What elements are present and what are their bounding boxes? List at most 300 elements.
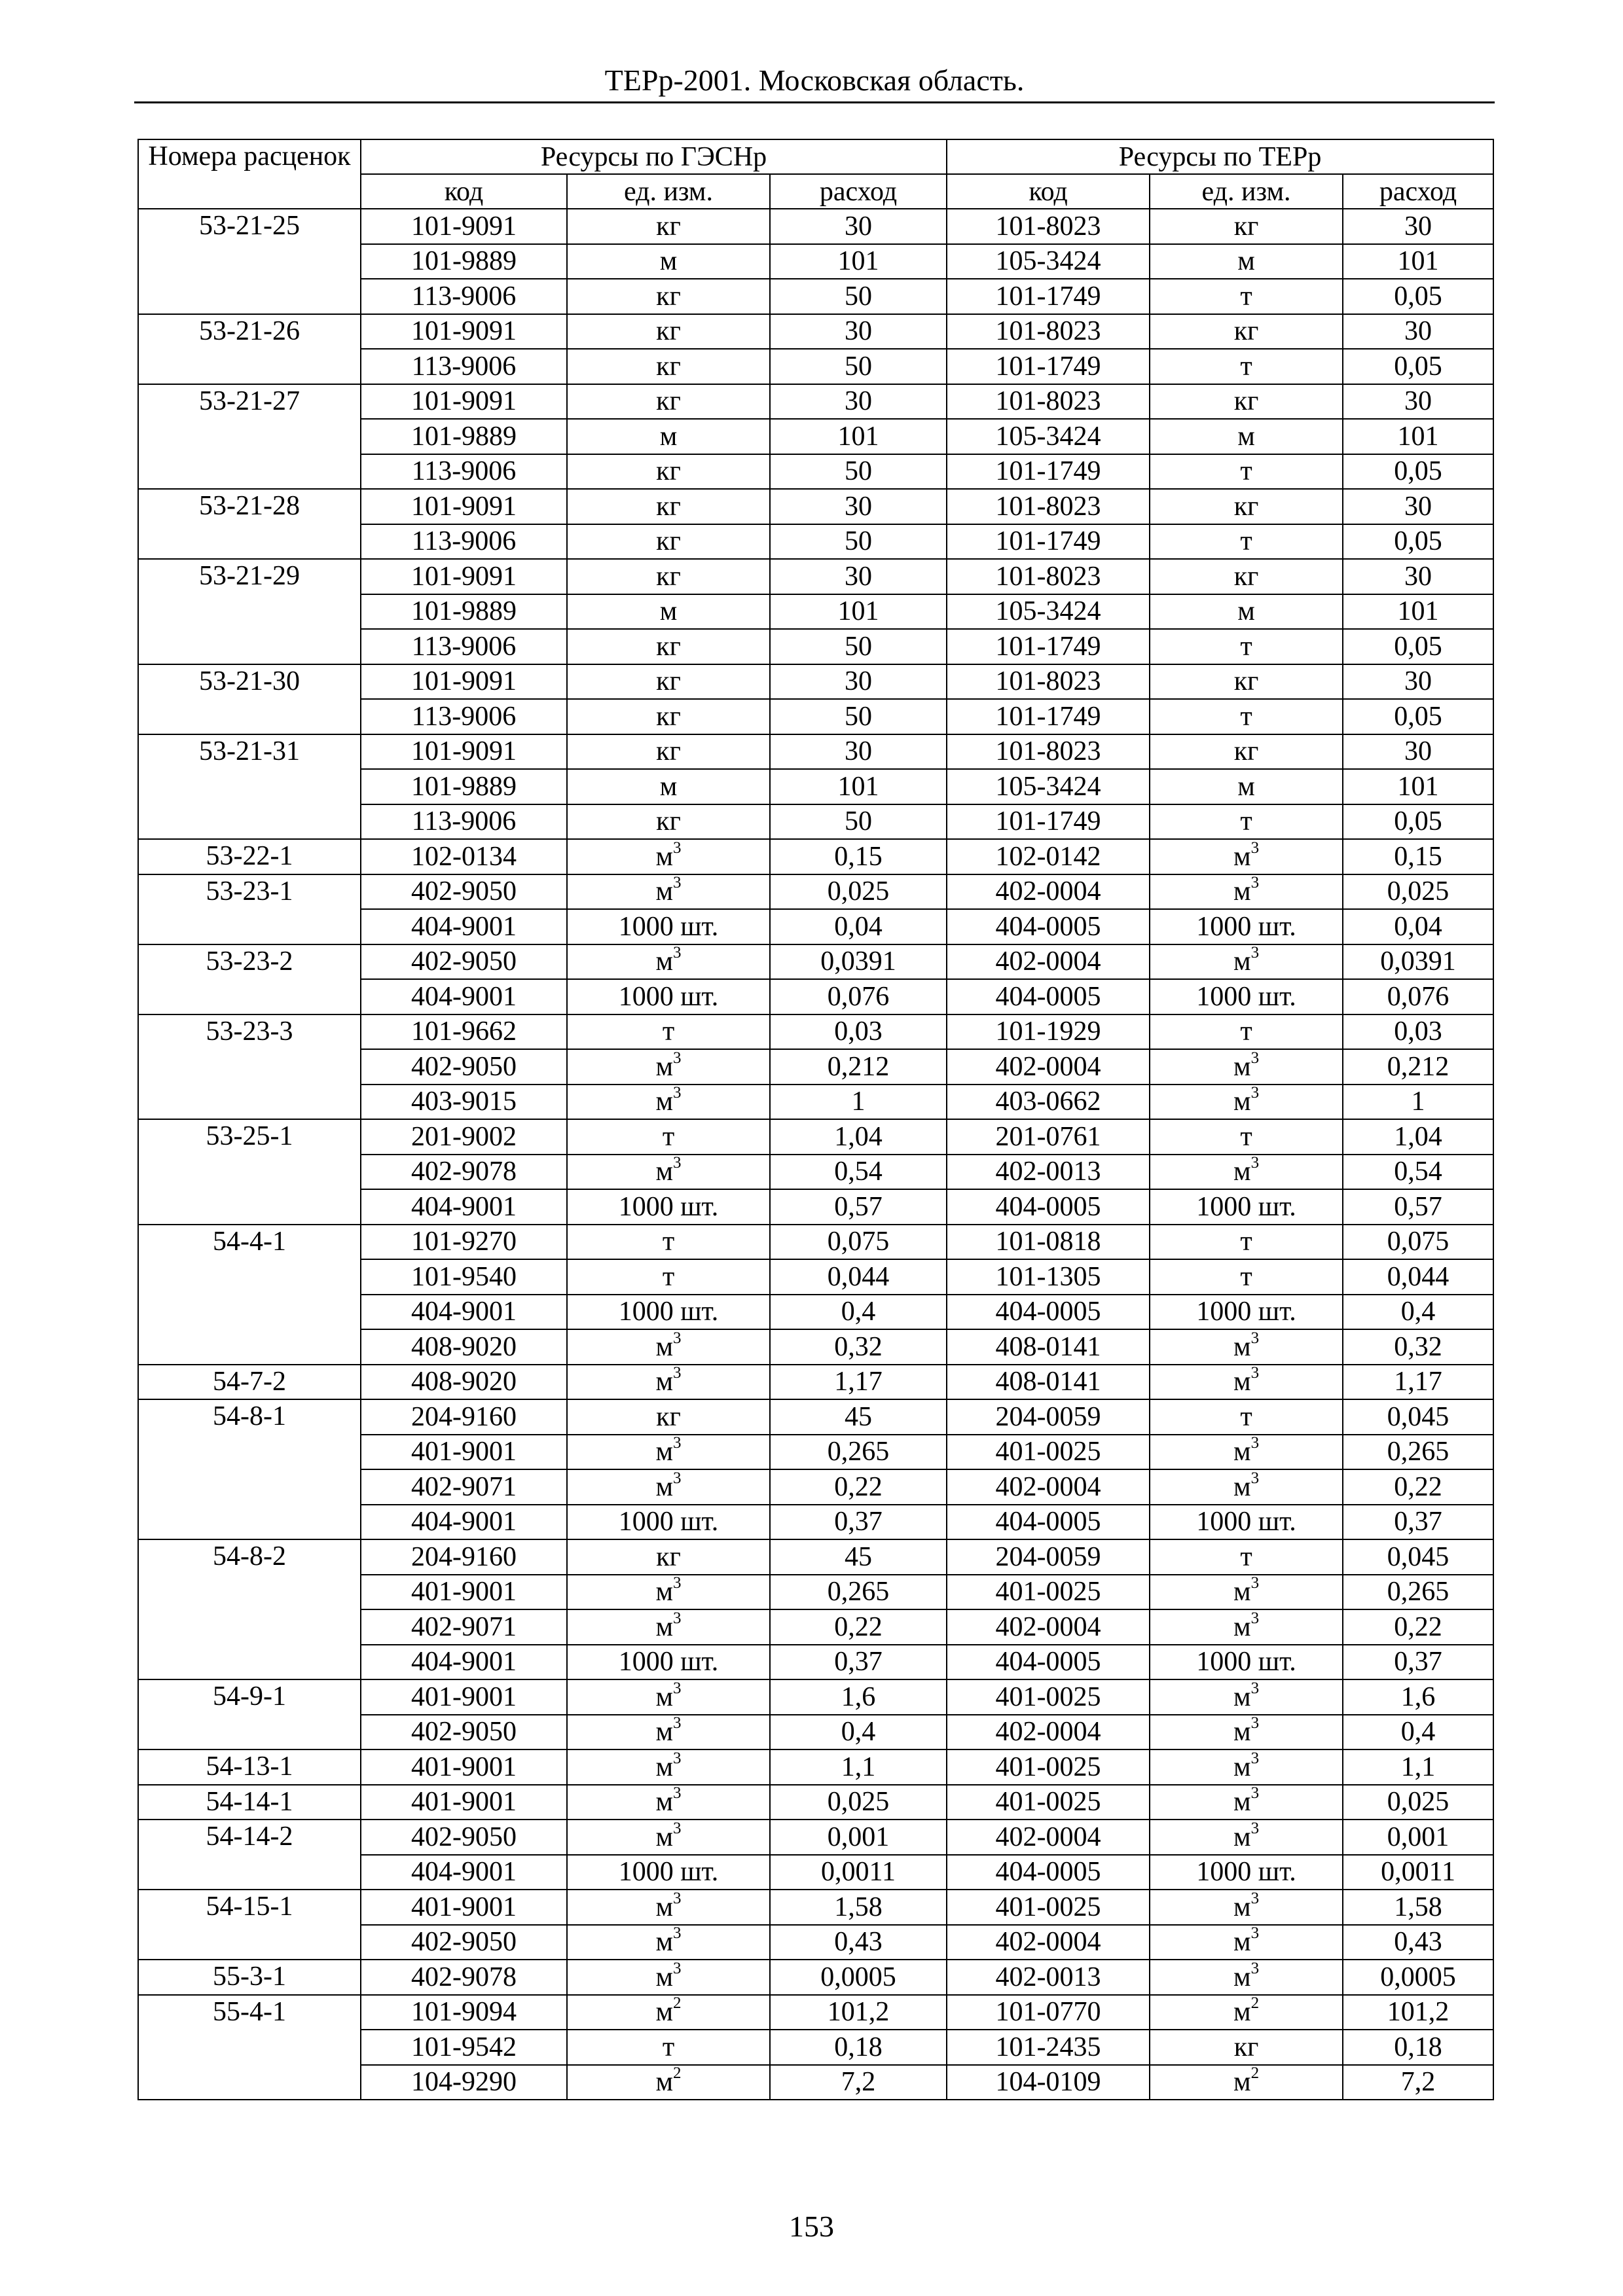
ter-qty-cell: 0,54 (1343, 1155, 1493, 1190)
rate-cell (138, 629, 361, 664)
page-number: 153 (789, 2210, 834, 2243)
table-row (138, 524, 1493, 560)
ter-unit-cell: кг (1150, 2030, 1343, 2065)
gesn-unit-cell: 1000 шт. (567, 1855, 770, 1890)
gesn-code-cell: 402-9050 (361, 1925, 567, 1960)
gesn-qty-cell: 0,37 (770, 1645, 947, 1680)
gesn-unit-cell: кг (567, 314, 770, 350)
col-header-rate: Номера расценок (138, 139, 361, 209)
rate-cell: 53-21-31 (138, 734, 361, 770)
ter-unit-cell: $м^3$ (1150, 1715, 1343, 1750)
ter-qty-cell: 0,57 (1343, 1189, 1493, 1225)
rate-cell (138, 769, 361, 804)
gesn-code-cell: 101-9542 (361, 2030, 567, 2065)
table-row (138, 1329, 1493, 1365)
ter-unit-cell: $м^3$ (1150, 839, 1343, 874)
gesn-qty-cell: 50 (770, 524, 947, 560)
gesn-unit-cell: $м^3$ (567, 944, 770, 980)
gesn-unit-cell: кг (567, 699, 770, 734)
ter-code-cell: 102-0142 (947, 839, 1150, 874)
rate-cell (138, 1329, 361, 1365)
gesn-qty-cell: 101 (770, 594, 947, 630)
table-row (138, 1189, 1493, 1225)
subheader-ter-unit: ед. изм. (1150, 174, 1343, 209)
table-row (138, 314, 1493, 350)
gesn-qty-cell: 30 (770, 559, 947, 594)
gesn-unit-cell: $м^3$ (567, 1575, 770, 1610)
rate-cell (138, 1855, 361, 1890)
gesn-code-cell: 101-9091 (361, 314, 567, 350)
gesn-unit-cell: $м^3$ (567, 1329, 770, 1365)
ter-code-cell: 402-0004 (947, 1609, 1150, 1645)
ter-code-cell: 402-0004 (947, 1715, 1150, 1750)
rate-cell: 53-21-28 (138, 489, 361, 524)
gesn-code-cell: 401-9001 (361, 1435, 567, 1470)
ter-code-cell: 402-0004 (947, 1049, 1150, 1085)
ter-qty-cell: 1,58 (1343, 1890, 1493, 1925)
gesn-unit-cell: 1000 шт. (567, 909, 770, 944)
ter-unit-cell: $м^3$ (1150, 1609, 1343, 1645)
rate-cell (138, 1925, 361, 1960)
ter-qty-cell: 0,18 (1343, 2030, 1493, 2065)
rate-cell: 54-14-1 (138, 1785, 361, 1820)
gesn-unit-cell: 1000 шт. (567, 1645, 770, 1680)
ter-qty-cell: 0,05 (1343, 454, 1493, 490)
table-row (138, 909, 1493, 944)
ter-qty-cell: 0,045 (1343, 1539, 1493, 1575)
gesn-unit-cell: м (567, 419, 770, 454)
ter-qty-cell: 0,22 (1343, 1609, 1493, 1645)
ter-qty-cell: 101 (1343, 419, 1493, 454)
gesn-code-cell: 101-9889 (361, 769, 567, 804)
ter-qty-cell: 101,2 (1343, 1995, 1493, 2030)
ter-unit-cell: т (1150, 1225, 1343, 1260)
ter-unit-cell: м (1150, 769, 1343, 804)
gesn-qty-cell: 0,32 (770, 1329, 947, 1365)
table-body (138, 209, 1493, 2100)
table-row (138, 244, 1493, 279)
rate-cell: 53-21-29 (138, 559, 361, 594)
ter-unit-cell: $м^3$ (1150, 1679, 1343, 1715)
rate-cell: 53-21-26 (138, 314, 361, 350)
ter-code-cell: 201-0761 (947, 1119, 1150, 1155)
rate-cell: 53-21-30 (138, 664, 361, 700)
ter-unit-cell: т (1150, 804, 1343, 840)
gesn-qty-cell: 0,54 (770, 1155, 947, 1190)
ter-unit-cell: $м^3$ (1150, 1749, 1343, 1785)
ter-code-cell: 408-0141 (947, 1329, 1150, 1365)
table-row (138, 1014, 1493, 1050)
gesn-unit-cell: 1000 шт. (567, 1295, 770, 1330)
ter-unit-cell: кг (1150, 384, 1343, 420)
rate-cell (138, 1469, 361, 1505)
gesn-qty-cell: 7,2 (770, 2065, 947, 2100)
ter-unit-cell: 1000 шт. (1150, 1505, 1343, 1540)
ter-unit-cell: $м^2$ (1150, 1995, 1343, 2030)
ter-qty-cell: 0,045 (1343, 1399, 1493, 1435)
gesn-qty-cell: 0,025 (770, 874, 947, 910)
table-row (138, 384, 1493, 420)
ter-code-cell: 101-1749 (947, 279, 1150, 314)
ter-unit-cell: т (1150, 349, 1343, 384)
rate-cell (138, 2065, 361, 2100)
ter-qty-cell: 30 (1343, 209, 1493, 244)
ter-qty-cell: 1,6 (1343, 1679, 1493, 1715)
ter-qty-cell: 1 (1343, 1085, 1493, 1120)
gesn-qty-cell: 0,212 (770, 1049, 947, 1085)
rate-cell (138, 454, 361, 490)
ter-unit-cell: $м^3$ (1150, 1890, 1343, 1925)
ter-code-cell: 101-1749 (947, 349, 1150, 384)
gesn-code-cell: 101-9540 (361, 1259, 567, 1295)
ter-code-cell: 104-0109 (947, 2065, 1150, 2100)
ter-unit-cell: $м^3$ (1150, 1435, 1343, 1470)
rate-cell: 53-23-1 (138, 874, 361, 910)
gesn-code-cell: 401-9001 (361, 1785, 567, 1820)
table-row (138, 874, 1493, 910)
gesn-code-cell: 101-9270 (361, 1225, 567, 1260)
ter-code-cell: 101-1749 (947, 804, 1150, 840)
gesn-unit-cell: 1000 шт. (567, 1505, 770, 1540)
ter-qty-cell: 0,37 (1343, 1505, 1493, 1540)
gesn-unit-cell: 1000 шт. (567, 1189, 770, 1225)
gesn-qty-cell: 50 (770, 279, 947, 314)
ter-unit-cell: т (1150, 629, 1343, 664)
ter-qty-cell: 0,03 (1343, 1014, 1493, 1050)
gesn-unit-cell: т (567, 1259, 770, 1295)
table-row (138, 1820, 1493, 1855)
table-row (138, 279, 1493, 314)
ter-code-cell: 401-0025 (947, 1785, 1150, 1820)
ter-code-cell: 401-0025 (947, 1890, 1150, 1925)
table-row (138, 944, 1493, 980)
gesn-unit-cell: т (567, 1014, 770, 1050)
gesn-code-cell: 113-9006 (361, 804, 567, 840)
gesn-qty-cell: 1,1 (770, 1749, 947, 1785)
rate-cell (138, 349, 361, 384)
ter-unit-cell: т (1150, 279, 1343, 314)
gesn-unit-cell: $м^2$ (567, 1995, 770, 2030)
ter-code-cell: 204-0059 (947, 1539, 1150, 1575)
ter-code-cell: 402-0004 (947, 944, 1150, 980)
gesn-unit-cell: т (567, 1225, 770, 1260)
ter-code-cell: 101-8023 (947, 734, 1150, 770)
ter-code-cell: 402-0004 (947, 1469, 1150, 1505)
table-header-row-1 (138, 139, 1493, 174)
ter-unit-cell: 1000 шт. (1150, 1295, 1343, 1330)
gesn-qty-cell: 1 (770, 1085, 947, 1120)
ter-code-cell: 404-0005 (947, 1645, 1150, 1680)
gesn-qty-cell: 1,17 (770, 1365, 947, 1400)
gesn-qty-cell: 50 (770, 629, 947, 664)
table-row (138, 1469, 1493, 1505)
gesn-code-cell: 402-9078 (361, 1960, 567, 1995)
table-row (138, 1365, 1493, 1400)
ter-unit-cell: кг (1150, 734, 1343, 770)
ter-qty-cell: 0,025 (1343, 1785, 1493, 1820)
gesn-code-cell: 404-9001 (361, 1295, 567, 1330)
gesn-unit-cell: $м^3$ (567, 1890, 770, 1925)
rate-cell (138, 909, 361, 944)
ter-unit-cell: т (1150, 699, 1343, 734)
gesn-unit-cell: кг (567, 629, 770, 664)
ter-qty-cell: 0,05 (1343, 699, 1493, 734)
gesn-qty-cell: 30 (770, 664, 947, 700)
ter-qty-cell: 0,37 (1343, 1645, 1493, 1680)
gesn-code-cell: 101-9889 (361, 594, 567, 630)
rate-cell: 53-21-25 (138, 209, 361, 244)
table-row (138, 1225, 1493, 1260)
rate-cell (138, 1049, 361, 1085)
table-row (138, 1575, 1493, 1610)
ter-unit-cell: $м^3$ (1150, 1960, 1343, 1995)
gesn-code-cell: 402-9071 (361, 1469, 567, 1505)
ter-unit-cell: $м^3$ (1150, 1785, 1343, 1820)
ter-qty-cell: 0,4 (1343, 1715, 1493, 1750)
gesn-code-cell: 101-9094 (361, 1995, 567, 2030)
ter-qty-cell: 0,025 (1343, 874, 1493, 910)
table-row (138, 1960, 1493, 1995)
page-header-title: ТЕРр-2001. Московская область. (604, 63, 1025, 97)
rate-cell (138, 1645, 361, 1680)
ter-unit-cell: $м^3$ (1150, 944, 1343, 980)
ter-code-cell: 402-0013 (947, 1960, 1150, 1995)
ter-unit-cell: кг (1150, 314, 1343, 350)
rate-cell (138, 279, 361, 314)
gesn-unit-cell: $м^3$ (567, 1049, 770, 1085)
gesn-code-cell: 113-9006 (361, 454, 567, 490)
gesn-code-cell: 402-9050 (361, 944, 567, 980)
table-row (138, 1609, 1493, 1645)
rate-cell: 54-15-1 (138, 1890, 361, 1925)
ter-code-cell: 101-1305 (947, 1259, 1150, 1295)
ter-code-cell: 401-0025 (947, 1749, 1150, 1785)
ter-qty-cell: 101 (1343, 244, 1493, 279)
gesn-qty-cell: 0,0391 (770, 944, 947, 980)
gesn-code-cell: 101-9889 (361, 419, 567, 454)
rate-cell (138, 1609, 361, 1645)
rate-cell (138, 1715, 361, 1750)
ter-code-cell: 402-0004 (947, 874, 1150, 910)
gesn-code-cell: 113-9006 (361, 629, 567, 664)
ter-unit-cell: 1000 шт. (1150, 1645, 1343, 1680)
rate-cell: 54-9-1 (138, 1679, 361, 1715)
ter-code-cell: 101-8023 (947, 489, 1150, 524)
rate-cell (138, 1435, 361, 1470)
gesn-qty-cell: 0,265 (770, 1435, 947, 1470)
gesn-unit-cell: $м^3$ (567, 1960, 770, 1995)
ter-code-cell: 404-0005 (947, 909, 1150, 944)
table-row (138, 1295, 1493, 1330)
ter-code-cell: 404-0005 (947, 979, 1150, 1014)
gesn-code-cell: 113-9006 (361, 699, 567, 734)
ter-code-cell: 101-0818 (947, 1225, 1150, 1260)
ter-qty-cell: 0,212 (1343, 1049, 1493, 1085)
ter-qty-cell: 0,05 (1343, 279, 1493, 314)
gesn-unit-cell: $м^2$ (567, 2065, 770, 2100)
ter-code-cell: 101-8023 (947, 209, 1150, 244)
gesn-qty-cell: 0,001 (770, 1820, 947, 1855)
ter-unit-cell: т (1150, 1539, 1343, 1575)
gesn-code-cell: 404-9001 (361, 979, 567, 1014)
table-row (138, 1995, 1493, 2030)
gesn-code-cell: 402-9050 (361, 1715, 567, 1750)
gesn-code-cell: 201-9002 (361, 1119, 567, 1155)
ter-qty-cell: 30 (1343, 664, 1493, 700)
rate-cell (138, 1155, 361, 1190)
rate-cell (138, 419, 361, 454)
rate-cell: 53-21-27 (138, 384, 361, 420)
gesn-code-cell: 401-9001 (361, 1890, 567, 1925)
ter-qty-cell: 30 (1343, 559, 1493, 594)
ter-code-cell: 401-0025 (947, 1435, 1150, 1470)
gesn-unit-cell: $м^3$ (567, 1749, 770, 1785)
table-row (138, 209, 1493, 244)
table-row (138, 419, 1493, 454)
subheader-gesn-unit: ед. изм. (567, 174, 770, 209)
gesn-qty-cell: 50 (770, 454, 947, 490)
rate-cell (138, 979, 361, 1014)
rate-cell (138, 1259, 361, 1295)
gesn-qty-cell: 101,2 (770, 1995, 947, 2030)
gesn-unit-cell: кг (567, 279, 770, 314)
table-row (138, 489, 1493, 524)
rate-cell: 54-8-2 (138, 1539, 361, 1575)
gesn-code-cell: 402-9078 (361, 1155, 567, 1190)
gesn-code-cell: 101-9091 (361, 734, 567, 770)
gesn-unit-cell: кг (567, 524, 770, 560)
gesn-qty-cell: 0,37 (770, 1505, 947, 1540)
subheader-ter-qty: расход (1343, 174, 1493, 209)
ter-code-cell: 401-0025 (947, 1575, 1150, 1610)
rate-cell (138, 1295, 361, 1330)
table-row (138, 1085, 1493, 1120)
gesn-qty-cell: 0,0011 (770, 1855, 947, 1890)
gesn-qty-cell: 0,0005 (770, 1960, 947, 1995)
ter-unit-cell: м (1150, 419, 1343, 454)
ter-qty-cell: 30 (1343, 489, 1493, 524)
ter-qty-cell: 0,4 (1343, 1295, 1493, 1330)
ter-code-cell: 101-1749 (947, 629, 1150, 664)
ter-qty-cell: 0,075 (1343, 1225, 1493, 1260)
ter-code-cell: 402-0013 (947, 1155, 1150, 1190)
rate-cell: 54-14-2 (138, 1820, 361, 1855)
rate-cell (138, 244, 361, 279)
ter-code-cell: 404-0005 (947, 1505, 1150, 1540)
gesn-unit-cell: м (567, 769, 770, 804)
ter-qty-cell: 7,2 (1343, 2065, 1493, 2100)
rate-cell: 54-13-1 (138, 1749, 361, 1785)
ter-code-cell: 105-3424 (947, 769, 1150, 804)
gesn-code-cell: 113-9006 (361, 279, 567, 314)
ter-qty-cell: 0,001 (1343, 1820, 1493, 1855)
gesn-unit-cell: $м^3$ (567, 1785, 770, 1820)
gesn-qty-cell: 50 (770, 699, 947, 734)
ter-unit-cell: $м^3$ (1150, 1155, 1343, 1190)
ter-qty-cell: 101 (1343, 594, 1493, 630)
ter-code-cell: 101-8023 (947, 314, 1150, 350)
gesn-qty-cell: 1,58 (770, 1890, 947, 1925)
gesn-unit-cell: кг (567, 1399, 770, 1435)
rate-cell: 55-4-1 (138, 1995, 361, 2030)
gesn-code-cell: 113-9006 (361, 349, 567, 384)
gesn-code-cell: 404-9001 (361, 1645, 567, 1680)
rate-cell: 54-7-2 (138, 1365, 361, 1400)
gesn-qty-cell: 0,22 (770, 1609, 947, 1645)
gesn-unit-cell: $м^3$ (567, 1085, 770, 1120)
ter-qty-cell: 0,265 (1343, 1435, 1493, 1470)
gesn-unit-cell: $м^3$ (567, 1609, 770, 1645)
ter-code-cell: 101-1929 (947, 1014, 1150, 1050)
gesn-unit-cell: $м^3$ (567, 1715, 770, 1750)
rate-cell (138, 1575, 361, 1610)
ter-unit-cell: т (1150, 1014, 1343, 1050)
table-row (138, 769, 1493, 804)
rate-cell: 53-23-3 (138, 1014, 361, 1050)
table-row (138, 734, 1493, 770)
gesn-unit-cell: $м^3$ (567, 1820, 770, 1855)
gesn-code-cell: 101-9091 (361, 489, 567, 524)
rate-cell: 54-4-1 (138, 1225, 361, 1260)
ter-unit-cell: $м^3$ (1150, 1575, 1343, 1610)
gesn-unit-cell: м (567, 594, 770, 630)
rate-cell: 53-22-1 (138, 839, 361, 874)
gesn-unit-cell: т (567, 2030, 770, 2065)
gesn-code-cell: 404-9001 (361, 1189, 567, 1225)
gesn-code-cell: 113-9006 (361, 524, 567, 560)
ter-unit-cell: 1000 шт. (1150, 1855, 1343, 1890)
gesn-qty-cell: 0,025 (770, 1785, 947, 1820)
ter-qty-cell: 0,43 (1343, 1925, 1493, 1960)
table-row (138, 559, 1493, 594)
gesn-code-cell: 402-9050 (361, 1820, 567, 1855)
gesn-unit-cell: 1000 шт. (567, 979, 770, 1014)
ter-qty-cell: 0,32 (1343, 1329, 1493, 1365)
ter-code-cell: 402-0004 (947, 1925, 1150, 1960)
ter-qty-cell: 30 (1343, 314, 1493, 350)
ter-code-cell: 101-8023 (947, 664, 1150, 700)
gesn-qty-cell: 101 (770, 244, 947, 279)
gesn-qty-cell: 0,22 (770, 1469, 947, 1505)
rate-cell: 53-23-2 (138, 944, 361, 980)
gesn-unit-cell: $м^3$ (567, 1365, 770, 1400)
table-row (138, 1749, 1493, 1785)
ter-qty-cell: 0,05 (1343, 804, 1493, 840)
ter-qty-cell: 1,17 (1343, 1365, 1493, 1400)
rate-cell (138, 699, 361, 734)
gesn-code-cell: 204-9160 (361, 1539, 567, 1575)
ter-unit-cell: $м^3$ (1150, 1820, 1343, 1855)
ter-code-cell: 101-0770 (947, 1995, 1150, 2030)
ter-code-cell: 101-1749 (947, 699, 1150, 734)
gesn-unit-cell: кг (567, 559, 770, 594)
gesn-code-cell: 101-9662 (361, 1014, 567, 1050)
rate-cell (138, 1085, 361, 1120)
table-row (138, 1049, 1493, 1085)
ter-qty-cell: 0,265 (1343, 1575, 1493, 1610)
ter-unit-cell: $м^3$ (1150, 1085, 1343, 1120)
gesn-code-cell: 204-9160 (361, 1399, 567, 1435)
ter-code-cell: 101-1749 (947, 524, 1150, 560)
gesn-code-cell: 104-9290 (361, 2065, 567, 2100)
gesn-code-cell: 404-9001 (361, 1855, 567, 1890)
gesn-qty-cell: 101 (770, 419, 947, 454)
ter-unit-cell: т (1150, 1259, 1343, 1295)
table-row (138, 1399, 1493, 1435)
ter-code-cell: 105-3424 (947, 244, 1150, 279)
ter-unit-cell: $м^2$ (1150, 2065, 1343, 2100)
ter-qty-cell: 30 (1343, 734, 1493, 770)
